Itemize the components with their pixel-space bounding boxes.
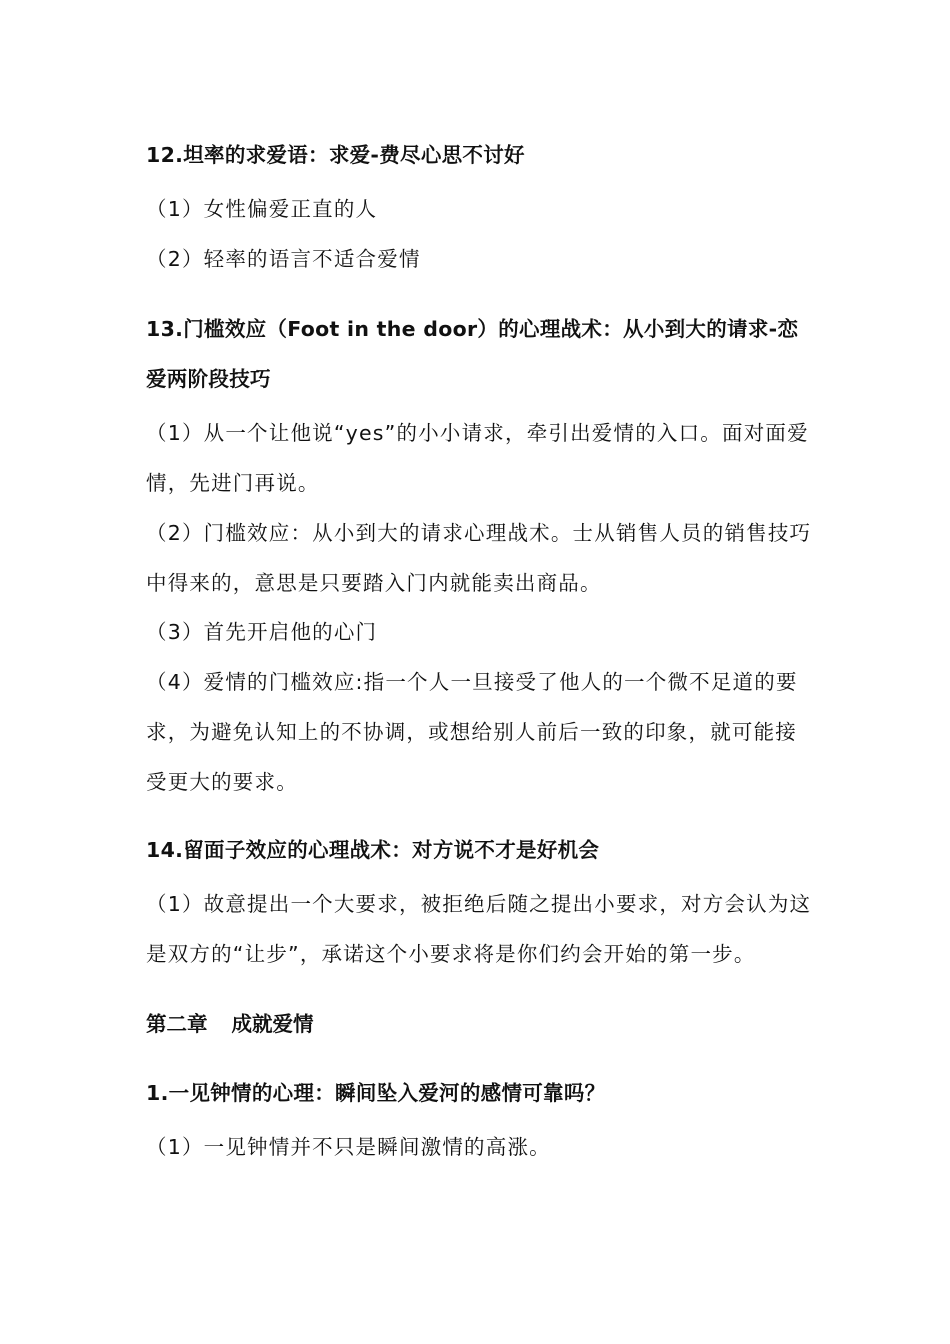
chapter-number: 第二章: [146, 1012, 208, 1036]
section-13-item-3: （3）首先开启他的心门: [146, 620, 378, 644]
section-12-heading: 12.坦率的求爱语：求爱-费尽心思不讨好: [146, 143, 525, 167]
section-13-item-1-line-2: 情，先进门再说。: [146, 471, 320, 495]
section-13-item-4-line-2: 求，为避免认知上的不协调，或想给别人前后一致的印象，就可能接: [146, 720, 797, 744]
section-13-item-2-line-1: （2）门槛效应：从小到大的请求心理战术。士从销售人员的销售技巧: [146, 521, 812, 545]
chapter-2-section-1-item-1: （1）一见钟情并不只是瞬间激情的高涨。: [146, 1135, 551, 1159]
section-13-item-4-line-3: 受更大的要求。: [146, 770, 298, 794]
section-13-item-2-line-2: 中得来的，意思是只要踏入门内就能卖出商品。: [146, 571, 602, 595]
section-13-item-1-line-1: （1）从一个让他说“yes”的小小请求，牵引出爱情的入口。面对面爱: [146, 421, 809, 445]
section-14-item-1-line-1: （1）故意提出一个大要求，被拒绝后随之提出小要求，对方会认为这: [146, 892, 812, 916]
chapter-2-section-1-heading: 1.一见钟情的心理：瞬间坠入爱河的感情可靠吗？: [146, 1081, 606, 1105]
section-13-item-4-line-1: （4）爱情的门槛效应:指一个人一旦接受了他人的一个微不足道的要: [146, 670, 798, 694]
section-14-item-1-line-2: 是双方的“让步”，承诺这个小要求将是你们约会开始的第一步。: [146, 942, 756, 966]
section-13-heading-line-2: 爱两阶段技巧: [146, 367, 271, 391]
section-14-heading: 14.留面子效应的心理战术：对方说不才是好机会: [146, 838, 600, 862]
section-13-heading-line-1: 13.门槛效应（Foot in the door）的心理战术：从小到大的请求-恋: [146, 317, 799, 341]
section-12-item-2: （2）轻率的语言不适合爱情: [146, 247, 421, 271]
chapter-2-heading: [146, 1007, 314, 1037]
chapter-title: 成就爱情: [231, 1012, 314, 1036]
section-12-item-1: （1）女性偏爱正直的人: [146, 197, 378, 221]
